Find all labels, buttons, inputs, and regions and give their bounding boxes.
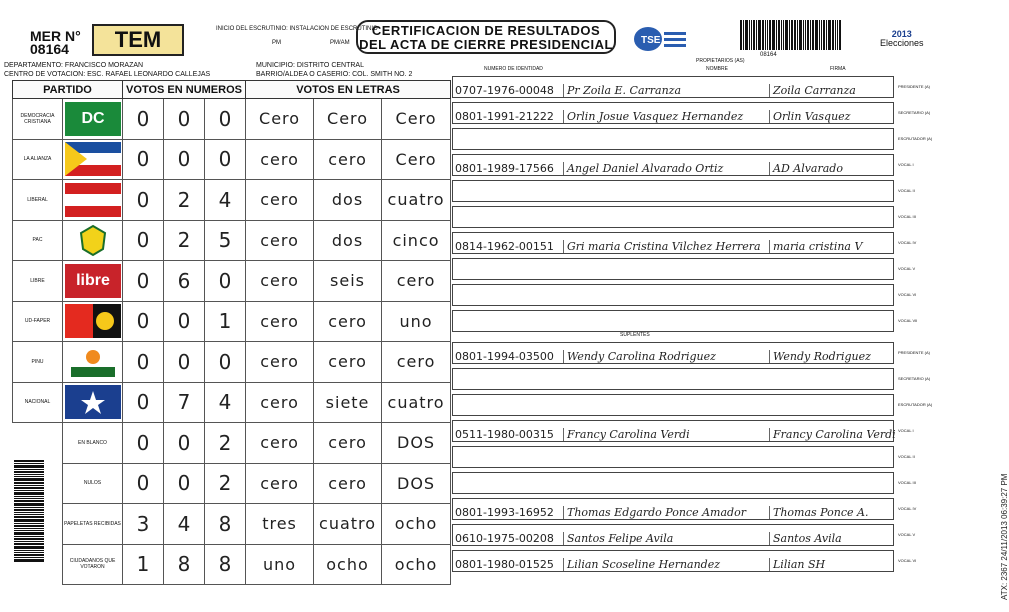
member-name: Santos Felipe Avila bbox=[563, 532, 769, 545]
summary-word: ocho bbox=[382, 504, 451, 545]
party-name: PAC bbox=[13, 220, 63, 261]
member-row bbox=[452, 498, 894, 520]
hora-am: PM bbox=[272, 40, 281, 46]
barcode-bar bbox=[799, 20, 802, 50]
member-role: VOCAL VI bbox=[898, 292, 917, 297]
barcode-bar bbox=[823, 20, 825, 50]
barcode-bar bbox=[14, 536, 44, 537]
vote-word: dos bbox=[314, 180, 382, 221]
suplentes-label: SUPLENTES bbox=[620, 332, 650, 338]
barcode-bar bbox=[14, 496, 44, 497]
summary-digit: 0 bbox=[123, 423, 164, 464]
barcode-bar bbox=[791, 20, 793, 50]
barcode-bar bbox=[14, 557, 44, 558]
mer-value: 08164 bbox=[30, 41, 69, 57]
member-row bbox=[452, 310, 894, 332]
barcode-bar bbox=[743, 20, 744, 50]
vote-digit: 6 bbox=[164, 261, 205, 302]
barcode-bar bbox=[789, 20, 790, 50]
barcode-bar bbox=[14, 525, 44, 527]
party-logo-icon bbox=[65, 304, 121, 338]
summary-digit: 0 bbox=[164, 463, 205, 504]
party-name: UD-FAPER bbox=[13, 301, 63, 342]
barcode-bar bbox=[794, 20, 796, 50]
member-row bbox=[452, 284, 894, 306]
barcode-bar bbox=[835, 20, 836, 50]
barcode-bar bbox=[14, 469, 44, 470]
party-name: LA ALIANZA bbox=[13, 139, 63, 180]
mer-number bbox=[30, 30, 81, 56]
vote-word: dos bbox=[314, 220, 382, 261]
vote-digit: 0 bbox=[164, 139, 205, 180]
member-row bbox=[452, 102, 894, 124]
party-logo-cell bbox=[63, 99, 123, 140]
party-name: DEMOCRACIA CRISTIANA bbox=[13, 99, 63, 140]
summary-digit: 0 bbox=[164, 423, 205, 464]
party-name: PINU bbox=[13, 342, 63, 383]
firma-label: FIRMA bbox=[830, 66, 846, 72]
member-signature: Francy Carolina Verdi bbox=[769, 428, 893, 441]
summary-digit: 8 bbox=[205, 504, 246, 545]
member-role: VOCAL VII bbox=[898, 318, 918, 323]
col-numeros: VOTOS EN NUMEROS bbox=[123, 81, 246, 99]
vote-digit: 0 bbox=[123, 261, 164, 302]
vote-word: cuatro bbox=[382, 180, 451, 221]
barcode-bar bbox=[14, 538, 44, 540]
member-role: VOCAL VI bbox=[898, 558, 917, 563]
vote-word: cero bbox=[246, 220, 314, 261]
vote-word: cero bbox=[314, 301, 382, 342]
member-signature: Wendy Rodriguez bbox=[769, 350, 893, 363]
barcode-bar bbox=[837, 20, 838, 50]
barcode-bar bbox=[14, 490, 44, 491]
barcode-bar bbox=[839, 20, 841, 50]
vote-digit: 5 bbox=[205, 220, 246, 261]
summary-row bbox=[13, 463, 451, 504]
vote-digit: 0 bbox=[205, 139, 246, 180]
summary-digit: 3 bbox=[123, 504, 164, 545]
member-signature: Lilian SH bbox=[769, 558, 893, 571]
summary-row bbox=[13, 544, 451, 585]
side-barcode bbox=[14, 460, 44, 582]
vote-word: uno bbox=[382, 301, 451, 342]
party-logo-icon bbox=[65, 264, 121, 298]
cert-line-1: CERTIFICACION DE RESULTADOS bbox=[371, 23, 601, 38]
party-logo-text: DC bbox=[81, 109, 105, 127]
member-signature: Zoila Carranza bbox=[769, 84, 893, 97]
party-logo-icon bbox=[65, 385, 121, 419]
vote-digit: 0 bbox=[164, 301, 205, 342]
barcode-bar bbox=[14, 465, 44, 468]
vote-digit: 2 bbox=[164, 180, 205, 221]
barcode-bar bbox=[14, 474, 44, 475]
member-row bbox=[452, 154, 894, 176]
summary-label: PAPELETAS RECIBIDAS bbox=[63, 504, 123, 545]
vote-word: cero bbox=[246, 301, 314, 342]
barcode-bar bbox=[812, 20, 814, 50]
barcode-bar bbox=[14, 523, 44, 524]
col-letras: VOTOS EN LETRAS bbox=[246, 81, 451, 99]
member-row bbox=[452, 258, 894, 280]
vote-digit: 0 bbox=[123, 382, 164, 423]
member-name: Pr Zoila E. Carranza bbox=[563, 84, 769, 97]
top-barcode bbox=[740, 20, 860, 50]
propietarios-label: PROPIETARIOS (AS) bbox=[696, 58, 745, 64]
member-role: SECRETARIO (A) bbox=[898, 110, 931, 115]
barcode-bar bbox=[753, 20, 755, 50]
member-row bbox=[452, 394, 894, 416]
barcode-bar bbox=[765, 20, 766, 50]
summary-word: DOS bbox=[382, 463, 451, 504]
summary-digit: 8 bbox=[164, 544, 205, 585]
party-row bbox=[13, 180, 451, 221]
tse-logo-icon bbox=[632, 24, 688, 54]
vote-word: cero bbox=[314, 342, 382, 383]
barcode-bar bbox=[778, 20, 780, 50]
barcode-bar bbox=[807, 20, 809, 50]
vote-digit: 0 bbox=[205, 342, 246, 383]
barcode-bar bbox=[751, 20, 752, 50]
vote-digit: 2 bbox=[164, 220, 205, 261]
member-name: Lilian Scoseline Hernandez bbox=[563, 558, 769, 571]
member-signature: maria cristina V bbox=[769, 240, 893, 253]
barcode-bar bbox=[797, 20, 798, 50]
barcode-bar bbox=[767, 20, 768, 50]
barcode-bar bbox=[14, 550, 44, 551]
summary-word: uno bbox=[246, 544, 314, 585]
member-row bbox=[452, 446, 894, 468]
transmission-stamp: ATX: 2367 24/11/2013 06:39:27 PM bbox=[1000, 473, 1009, 600]
party-row bbox=[13, 342, 451, 383]
member-role: PRESIDENTE (A) bbox=[898, 350, 931, 355]
member-signature: Thomas Ponce A. bbox=[769, 506, 893, 519]
member-name: Francy Carolina Verdi bbox=[563, 428, 769, 441]
party-row bbox=[13, 301, 451, 342]
summary-label: CIUDADANOS QUE VOTARON bbox=[63, 544, 123, 585]
party-logo-cell bbox=[63, 180, 123, 221]
col-partido: PARTIDO bbox=[13, 81, 123, 99]
vote-word: cero bbox=[314, 139, 382, 180]
barcode-bar bbox=[14, 509, 44, 511]
hora-pm: PM/AM bbox=[330, 40, 350, 46]
numero-identidad-label: NUMERO DE IDENTIDAD bbox=[484, 66, 543, 72]
barcode-bar bbox=[14, 500, 44, 502]
party-logo-icon bbox=[65, 142, 121, 176]
vote-digit: 0 bbox=[123, 139, 164, 180]
vote-word: Cero bbox=[246, 99, 314, 140]
vote-word: cinco bbox=[382, 220, 451, 261]
summary-word: DOS bbox=[382, 423, 451, 464]
member-role: SECRETARIO (A) bbox=[898, 376, 931, 381]
vote-word: cero bbox=[382, 342, 451, 383]
member-name: Gri maria Cristina Vilchez Herrera bbox=[563, 240, 769, 253]
summary-word: ocho bbox=[314, 544, 382, 585]
party-logo-icon bbox=[65, 102, 121, 136]
barcode-bar bbox=[828, 20, 831, 50]
vote-digit: 1 bbox=[205, 301, 246, 342]
summary-digit: 1 bbox=[123, 544, 164, 585]
barcode-bar bbox=[762, 20, 764, 50]
member-row bbox=[452, 206, 894, 228]
member-role: VOCAL V bbox=[898, 266, 916, 271]
member-role: VOCAL IV bbox=[898, 240, 917, 245]
barcode-bar bbox=[14, 554, 44, 556]
barcode-bar bbox=[14, 503, 44, 506]
barcode-bar bbox=[14, 516, 44, 518]
barcode-bar bbox=[14, 541, 44, 542]
vote-word: cero bbox=[246, 261, 314, 302]
barcode-bar bbox=[14, 543, 44, 545]
party-row bbox=[13, 220, 451, 261]
barrio: BARRIO/ALDEA O CASERIO: COL. SMITH NO. 2 bbox=[256, 71, 413, 78]
barcode-bar bbox=[14, 519, 44, 522]
barcode-bar bbox=[769, 20, 771, 50]
member-dni: 0511-1980-00315 bbox=[455, 428, 554, 441]
vote-digit: 0 bbox=[123, 301, 164, 342]
member-name: Orlin Josue Vasquez Hernandez bbox=[563, 110, 769, 123]
summary-digit: 2 bbox=[205, 463, 246, 504]
vote-word: cero bbox=[246, 342, 314, 383]
vote-digit: 0 bbox=[123, 342, 164, 383]
member-role: VOCAL IV bbox=[898, 506, 917, 511]
barcode-bar bbox=[14, 460, 44, 462]
vote-digit: 0 bbox=[123, 99, 164, 140]
summary-word: cero bbox=[314, 423, 382, 464]
vote-word: Cero bbox=[382, 99, 451, 140]
summary-digit: 4 bbox=[164, 504, 205, 545]
barcode-bar bbox=[14, 530, 44, 531]
barcode-bar bbox=[805, 20, 806, 50]
barcode-bar bbox=[14, 482, 44, 484]
summary-word: cero bbox=[246, 423, 314, 464]
vote-word: Cero bbox=[382, 139, 451, 180]
member-role: VOCAL III bbox=[898, 480, 916, 485]
barcode-bar bbox=[14, 487, 44, 489]
barcode-bar bbox=[14, 552, 44, 553]
vote-digit: 0 bbox=[123, 180, 164, 221]
member-row bbox=[452, 180, 894, 202]
summary-word: tres bbox=[246, 504, 314, 545]
vote-digit: 0 bbox=[164, 342, 205, 383]
vote-word: seis bbox=[314, 261, 382, 302]
vote-word: siete bbox=[314, 382, 382, 423]
vote-digit: 0 bbox=[123, 220, 164, 261]
vote-digit: 0 bbox=[164, 99, 205, 140]
member-role: VOCAL V bbox=[898, 532, 916, 537]
party-logo-cell bbox=[63, 342, 123, 383]
barcode-bar bbox=[819, 20, 820, 50]
barcode-bar bbox=[749, 20, 750, 50]
member-row bbox=[452, 550, 894, 572]
summary-row bbox=[13, 423, 451, 464]
member-role: ESCRUTADOR (A) bbox=[898, 402, 933, 407]
elecciones-label: Elecciones bbox=[880, 38, 924, 48]
party-logo-text: libre bbox=[76, 271, 110, 289]
vote-digit: 0 bbox=[205, 99, 246, 140]
svg-text:TSE: TSE bbox=[641, 35, 661, 46]
member-row bbox=[452, 524, 894, 546]
summary-digit: 2 bbox=[205, 423, 246, 464]
barcode-bar bbox=[781, 20, 782, 50]
barcode-bar bbox=[14, 512, 44, 513]
barcode-bar bbox=[14, 478, 44, 481]
barcode-bar bbox=[740, 20, 742, 50]
party-logo-cell bbox=[63, 139, 123, 180]
member-row bbox=[452, 368, 894, 390]
barcode-bar bbox=[14, 507, 44, 508]
municipio: MUNICIPIO: DISTRITO CENTRAL bbox=[256, 62, 364, 69]
barcode-bar bbox=[14, 528, 44, 529]
member-signature: AD Alvarado bbox=[769, 162, 893, 175]
party-row bbox=[13, 261, 451, 302]
member-role: PRESIDENTE (A) bbox=[898, 84, 931, 89]
nombre-label: NOMBRE bbox=[706, 66, 728, 72]
barcode-bar bbox=[14, 532, 44, 535]
member-row bbox=[452, 420, 894, 442]
barcode-bar bbox=[14, 476, 44, 477]
votes-table bbox=[12, 80, 451, 585]
vote-digit: 7 bbox=[164, 382, 205, 423]
summary-spacer bbox=[13, 423, 63, 464]
member-row bbox=[452, 232, 894, 254]
barcode-bar bbox=[745, 20, 748, 50]
vote-word: cero bbox=[382, 261, 451, 302]
party-logo-icon bbox=[65, 223, 121, 257]
barcode-bar bbox=[756, 20, 757, 50]
party-row bbox=[13, 139, 451, 180]
member-row bbox=[452, 128, 894, 150]
member-dni: 0801-1994-03500 bbox=[455, 350, 554, 363]
party-logo-cell bbox=[63, 382, 123, 423]
member-role: VOCAL I bbox=[898, 162, 914, 167]
barcode-bar bbox=[14, 485, 44, 486]
member-role: VOCAL III bbox=[898, 214, 916, 219]
party-name: LIBRE bbox=[13, 261, 63, 302]
summary-word: cero bbox=[246, 463, 314, 504]
member-row bbox=[452, 342, 894, 364]
barcode-bar bbox=[14, 559, 44, 562]
member-dni: 0707-1976-00048 bbox=[455, 84, 554, 97]
mer-label: MER N° bbox=[30, 28, 81, 44]
barcode-bar bbox=[14, 492, 44, 495]
elecciones-logo bbox=[880, 30, 924, 48]
party-logo-cell bbox=[63, 261, 123, 302]
member-dni: 0801-1989-17566 bbox=[455, 162, 554, 175]
barcode-bar bbox=[14, 463, 44, 464]
barcode-bar bbox=[14, 498, 44, 499]
member-role: VOCAL II bbox=[898, 454, 915, 459]
party-logo-icon bbox=[65, 345, 121, 379]
barcode-bar bbox=[783, 20, 784, 50]
summary-digit: 0 bbox=[123, 463, 164, 504]
party-logo-cell bbox=[63, 301, 123, 342]
barcode-bar bbox=[815, 20, 818, 50]
member-name: Wendy Carolina Rodriguez bbox=[563, 350, 769, 363]
barcode-bar bbox=[803, 20, 804, 50]
barcode-bar bbox=[14, 546, 44, 549]
barcode-bar bbox=[776, 20, 777, 50]
vote-word: cuatro bbox=[382, 382, 451, 423]
member-dni: 0801-1993-16952 bbox=[455, 506, 554, 519]
vote-digit: 4 bbox=[205, 180, 246, 221]
vote-digit: 0 bbox=[205, 261, 246, 302]
party-logo-cell bbox=[63, 220, 123, 261]
summary-row bbox=[13, 504, 451, 545]
barcode-bar bbox=[14, 471, 44, 473]
barcode-bar bbox=[826, 20, 827, 50]
summary-digit: 8 bbox=[205, 544, 246, 585]
cert-line-2: DEL ACTA DE CIERRE PRESIDENCIAL bbox=[359, 37, 613, 52]
member-dni: 0814-1962-00151 bbox=[455, 240, 554, 253]
barcode-bar bbox=[821, 20, 822, 50]
member-role: VOCAL II bbox=[898, 188, 915, 193]
party-row bbox=[13, 99, 451, 140]
member-name: Angel Daniel Alvarado Ortiz bbox=[563, 162, 769, 175]
certification-title bbox=[356, 20, 616, 54]
summary-label: NULOS bbox=[63, 463, 123, 504]
tem-box: TEM bbox=[92, 24, 184, 56]
vote-word: cero bbox=[246, 180, 314, 221]
centro-votacion: CENTRO DE VOTACION: ESC. RAFAEL LEONARDO CALLEJAS bbox=[4, 71, 211, 78]
summary-word: cero bbox=[314, 463, 382, 504]
party-name: LIBERAL bbox=[13, 180, 63, 221]
vote-digit: 4 bbox=[205, 382, 246, 423]
member-row bbox=[452, 472, 894, 494]
member-row bbox=[452, 76, 894, 98]
member-role: VOCAL I bbox=[898, 428, 914, 433]
member-dni: 0801-1980-01525 bbox=[455, 558, 554, 571]
vote-word: cero bbox=[246, 139, 314, 180]
barcode-bar bbox=[14, 514, 44, 515]
vote-word: cero bbox=[246, 382, 314, 423]
barcode-bar bbox=[810, 20, 811, 50]
member-dni: 0801-1991-21222 bbox=[455, 110, 554, 123]
member-name: Thomas Edgardo Ponce Amador bbox=[563, 506, 769, 519]
member-signature: Orlin Vasquez bbox=[769, 110, 893, 123]
hora-label: INICIO DEL ESCRUTINIO: INSTALACION DE ESCRUTINIO bbox=[216, 26, 378, 32]
barcode-bar bbox=[785, 20, 788, 50]
summary-word: cuatro bbox=[314, 504, 382, 545]
member-signature: Santos Avila bbox=[769, 532, 893, 545]
member-role: ESCRUTADOR (A) bbox=[898, 136, 933, 141]
barcode-number: 08164 bbox=[760, 52, 777, 58]
vote-word: Cero bbox=[314, 99, 382, 140]
elecciones-year: 2013 bbox=[891, 29, 912, 39]
departamento: DEPARTAMENTO: FRANCISCO MORAZAN bbox=[4, 62, 144, 69]
party-row bbox=[13, 382, 451, 423]
barcode-bar bbox=[758, 20, 761, 50]
barcode-bar bbox=[832, 20, 834, 50]
party-name: NACIONAL bbox=[13, 382, 63, 423]
member-dni: 0610-1975-00208 bbox=[455, 532, 554, 545]
summary-word: ocho bbox=[382, 544, 451, 585]
barcode-bar bbox=[772, 20, 775, 50]
party-logo-icon bbox=[65, 183, 121, 217]
summary-label: EN BLANCO bbox=[63, 423, 123, 464]
